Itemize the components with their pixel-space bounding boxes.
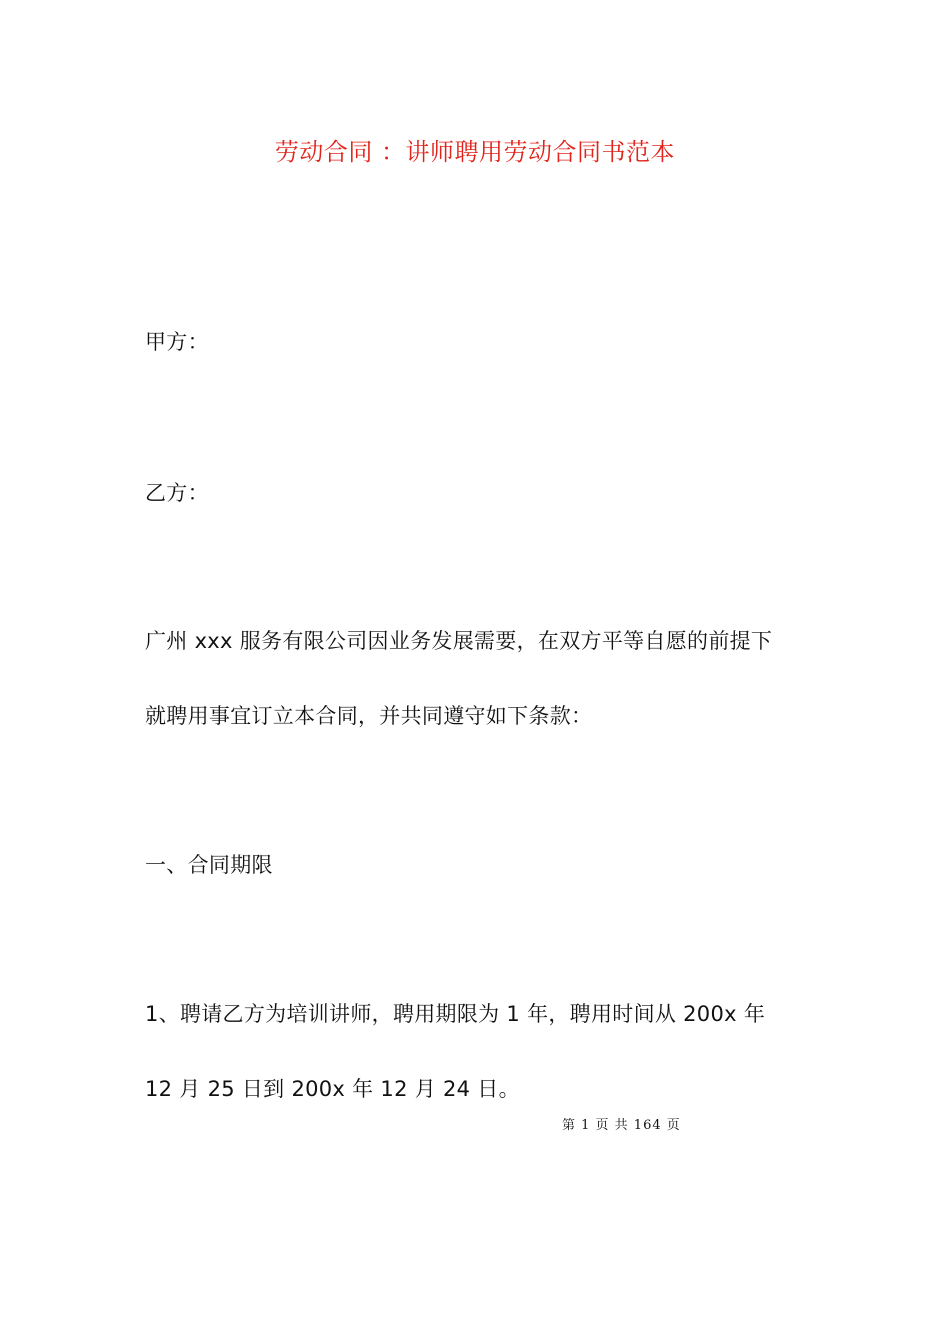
page-number-footer: 第 1 页 共 164 页 bbox=[562, 1118, 681, 1133]
intro-paragraph-line-2: 就聘用事宜订立本合同，并共同遵守如下条款： bbox=[145, 704, 593, 728]
document-title: 劳动合同 ：讲师聘用劳动合同书范本 bbox=[274, 138, 676, 166]
clause-1-line-1: 1、聘请乙方为培训讲师，聘用期限为 1 年，聘用时间从 200x 年 bbox=[145, 1002, 766, 1026]
clause-1-line-2: 12 月 25 日到 200x 年 12 月 24 日。 bbox=[145, 1077, 520, 1101]
party-b-label: 乙方： bbox=[145, 481, 209, 505]
party-a-label: 甲方： bbox=[145, 330, 209, 354]
intro-paragraph-line-1: 广州 xxx 服务有限公司因业务发展需要，在双方平等自愿的前提下 bbox=[145, 629, 773, 653]
section-heading-contract-term: 一、合同期限 bbox=[145, 853, 273, 877]
